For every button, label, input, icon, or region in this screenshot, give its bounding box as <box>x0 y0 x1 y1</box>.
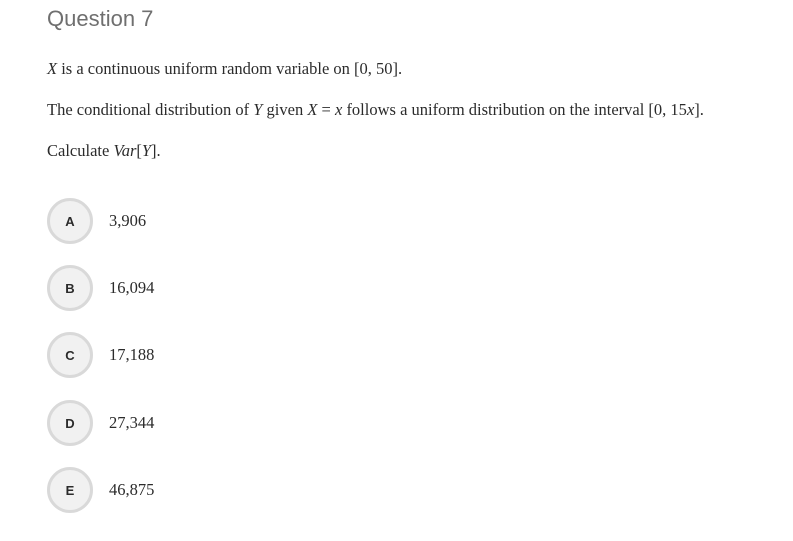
instruction-text: Calculate <box>47 141 114 160</box>
statement-text: given <box>262 100 308 119</box>
question-title: Question 7 <box>47 6 154 31</box>
statement-text: follows a uniform distribution on the interval [0, 15 <box>342 100 687 119</box>
question-statement-line-1 <box>47 59 402 79</box>
choice-letter-badge[interactable]: C <box>47 332 93 378</box>
choice-letter-badge[interactable]: D <box>47 400 93 446</box>
answer-choice-b[interactable] <box>47 265 154 311</box>
choice-letter-badge[interactable]: A <box>47 198 93 244</box>
answer-choice-e[interactable] <box>47 467 154 513</box>
variable-x: X <box>307 100 318 119</box>
instruction-text: ]. <box>151 141 161 160</box>
question-instruction <box>47 141 161 161</box>
choice-value: 46,875 <box>109 480 155 499</box>
choice-value: 27,344 <box>109 413 155 432</box>
choice-letter-badge[interactable]: E <box>47 467 93 513</box>
choice-letter-badge[interactable]: B <box>47 265 93 311</box>
statement-text: = <box>317 100 335 119</box>
choice-value: 3,906 <box>109 211 147 230</box>
variable-y: Y <box>141 141 152 160</box>
question-statement-line-2 <box>47 100 704 120</box>
statement-text: ]. <box>694 100 704 119</box>
answer-choice-c[interactable] <box>47 332 154 378</box>
variance-function: Var <box>113 141 137 160</box>
variable-y: Y <box>253 100 263 119</box>
statement-text: The conditional distribution of <box>47 100 254 119</box>
variable-lower-x: x <box>686 100 695 119</box>
variable-x: X <box>47 59 58 78</box>
answer-choice-a[interactable] <box>47 198 146 244</box>
choice-value: 17,188 <box>109 345 155 364</box>
choice-value: 16,094 <box>109 278 155 297</box>
instruction-text: [ <box>136 141 142 160</box>
variable-lower-x: x <box>334 100 343 119</box>
statement-text: is a continuous uniform random variable on [0, 50]. <box>57 59 403 78</box>
answer-choice-d[interactable] <box>47 400 154 446</box>
